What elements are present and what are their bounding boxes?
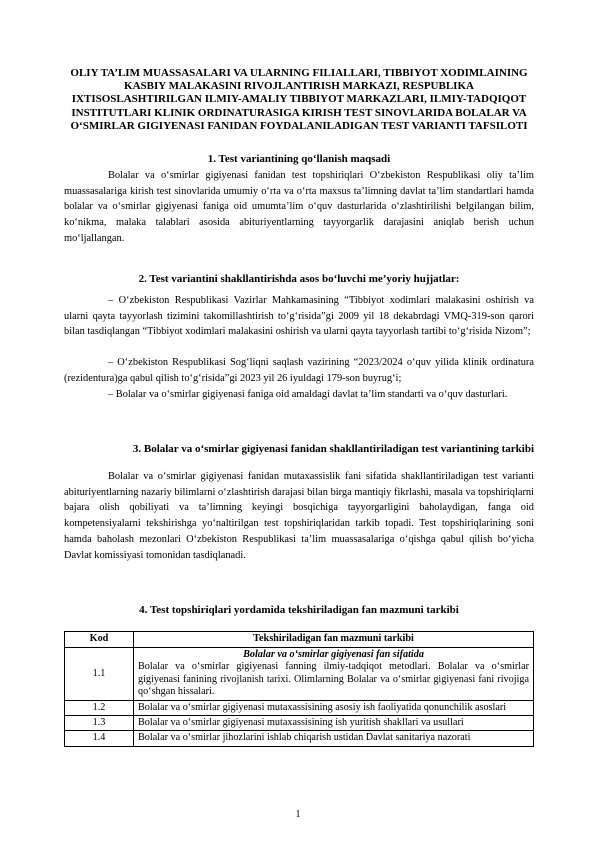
table-cell-kod: 1.2	[65, 700, 134, 715]
table-row	[65, 731, 534, 746]
table-header-content: Tekshiriladigan fan mazmuni tarkibi	[134, 632, 534, 648]
page-number: 1	[295, 809, 301, 820]
section-2-item-2: – O‘zbekiston Respublikasi Sog‘liqni saqlash vazirining “2023/2024 o‘quv yilida klinik ordinatura (rezidentura)ga qabul qilish to‘g‘risida”gi 2023 yil 26 iyuldagi 179-son buyrug‘i;	[64, 357, 534, 384]
section-3-heading: 3. Bolalar va o‘smirlar gigiyenasi fanidan shakllantiriladigan test variantining tarkibi	[132, 443, 534, 455]
table-cell-text: Bolalar va o‘smirlar gigiyenasi fanning ilmiy-tadqiqot metodlari. Bolalar va o‘smirlar gigiyenasi fanining rivojlanish tarixi. Olimlarning Bolalar va o‘smirlar gigiyenasi fani rivojiga qo‘shgan hissalari.	[138, 661, 529, 698]
section-1-paragraph: Bolalar va o‘smirlar gigiyenasi fanidan test topshiriqlari O‘zbekiston Respublikasi oliy ta’lim muassasalariga kirish test sinovlarida umumiy o‘rta va o‘rta maxsus ta’limning davlat ta’lim standartlari hamda bolalar va o‘smirlar gigiyenasi faniga oid umumta’lim o‘quv dasturlarida o‘zlashtirilishi belgilangan bilim, ko‘nikma, malaka talablari asosida abituriyentlarning tayyorgarlik darajasini aniqlab berish uchun mo‘ljallangan.	[64, 170, 534, 244]
section-3-paragraph: Bolalar va o‘smirlar gigiyenasi fanidan mutaxassislik fani sifatida shakllantiriladigan test varianti abituriyentlarning nazariy bilimlarni o‘zlashtirish darajasi bilan birga mantiqiy fikrlashi, masala va topshiriqlarni bajara olish qobiliyati va ta’limning keyingi bosqichiga tayyorgarligini baholaydigan, fanga oid kompetensiyalarni tekshirishga yo‘naltirilgan test topshiriqlaridan tarkib topadi. Test topshiriqlarining soni hamda baholash mezonlari O‘zbekiston Respublikasi ta’lim muassasalariga o‘qishga qabul qilish bo‘yicha Davlat komissiyasi tomonidan tasdiqlanadi.	[64, 471, 534, 561]
section-2-item-1: – O‘zbekiston Respublikasi Vazirlar Mahkamasining “Tibbiyot xodimlari malakasini oshirish va ularni qayta tayyorlash tizimini takomillashtirish to‘g‘risida”gi 2009 yil 18 dekabrdagi VMQ-319-son qarori bilan tasdiqlangan “Tibbiyot xodimlari malakasini oshirish va ularni qayta tayyorlash tartibi to‘g‘risida Nizom”;	[64, 295, 534, 338]
table-row	[65, 648, 534, 701]
table-cell-kod: 1.1	[65, 648, 134, 701]
table-header-row	[65, 632, 534, 648]
table-cell-content: Bolalar va o‘smirlar gigiyenasi mutaxassisining ish yuritish shakllari va usullari	[134, 716, 534, 731]
section-1-heading: 1. Test variantining qo‘llanish maqsadi	[207, 153, 391, 165]
section-2-heading: 2. Test variantini shakllantirishda asos bo‘luvchi me’yoriy hujjatlar:	[138, 273, 460, 285]
content-table	[64, 631, 534, 747]
table-cell-kod: 1.3	[65, 716, 134, 731]
table-cell-content: Bolalar va o‘smirlar gigiyenasi mutaxassisining asosiy ish faoliyatida qonunchilik asoslari	[134, 700, 534, 715]
table-cell-kod: 1.4	[65, 731, 134, 746]
section-2-item-3: – Bolalar va o‘smirlar gigiyenasi faniga oid amaldagi davlat ta’lim standarti va o‘quv dasturlari.	[108, 389, 508, 400]
table-cell-content	[134, 648, 534, 701]
table-cell-content: Bolalar va o‘smirlar jihozlarini ishlab chiqarish ustidan Davlat sanitariya nazorati	[134, 731, 534, 746]
table-subheading: Bolalar va o‘smirlar gigiyenasi fan sifatida	[243, 649, 424, 660]
section-4-heading: 4. Test topshiriqlari yordamida tekshiriladigan fan mazmuni tarkibi	[139, 604, 459, 616]
table-row	[65, 716, 534, 731]
table-header-kod: Kod	[65, 632, 134, 648]
document-title: OLIY TA’LIM MUASSASALARI VA ULARNING FILIALLARI, TIBBIYOT XODIMLAINING KASBIY MALAKASINI RIVOJLANTIRISH MARKAZI, RESPUBLIKA IXTISOSLASHTIRILGAN ILMIY-AMALIY TIBBIYOT MARKAZLARI, ILMIY-TADQIQOT INSTITUTLARI KLINIK ORDINATURASIGA KIRISH TEST SINOVLARIDA BOLALAR VA O‘SMIRLAR GIGIYENASI FANIDAN FOYDALANILADIGAN TEST VARIANTI TAFSILOTI	[70, 67, 528, 132]
table-row	[65, 700, 534, 715]
